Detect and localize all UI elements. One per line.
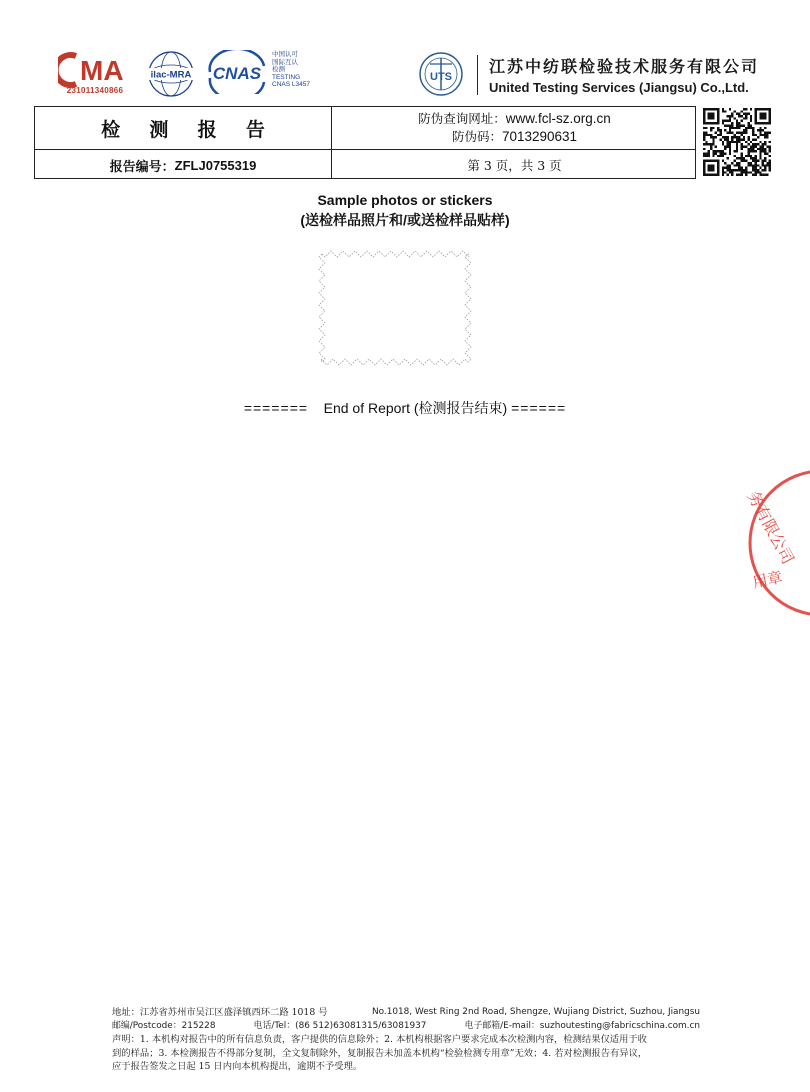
cma-certificate-number: 231011340866 xyxy=(66,86,124,95)
report-number xyxy=(35,150,331,180)
footer xyxy=(112,1006,700,1074)
qr-finder-square xyxy=(708,113,715,120)
footer-email: 电子邮箱/E-mail：suzhoutesting@fabricschina.com.cn xyxy=(464,1020,700,1031)
end-of-report xyxy=(0,398,810,418)
qr-code xyxy=(703,108,771,176)
report-number-label: 报告编号： xyxy=(109,158,175,174)
ilac-logo-text: ilac-MRA xyxy=(150,69,192,81)
end-marker-right: ====== xyxy=(511,400,567,416)
end-marker-text: End of Report (检测报告结束) xyxy=(323,400,508,416)
verification-info xyxy=(332,110,697,146)
report-header-table xyxy=(34,106,696,179)
cnas-logo xyxy=(204,50,270,94)
cnas-caption-line: 检测 xyxy=(272,66,285,74)
end-marker-left: ======= xyxy=(243,400,309,416)
footer-address-cn: 地址：江苏省苏州市吴江区盛泽镇西环二路 1018 号 xyxy=(112,1007,328,1018)
footer-address-row xyxy=(112,1006,700,1020)
verify-url: www.fcl-sz.org.cn xyxy=(505,111,611,126)
seal-text: 用章 xyxy=(750,567,785,592)
header-divider xyxy=(477,55,478,95)
qr-finder-square xyxy=(759,113,766,120)
verify-url-label: 防伪查询网址： xyxy=(418,111,506,126)
section-title xyxy=(0,190,810,230)
ilac-mra-logo xyxy=(144,50,198,98)
company-name-cn: 江苏中纺联检验技术服务有限公司 xyxy=(489,59,760,76)
footer-postcode: 邮编/Postcode：215228 xyxy=(112,1020,216,1031)
qr-finder-square xyxy=(708,164,715,171)
seal-text: 务有限公司 xyxy=(743,487,798,568)
cnas-caption-line: 中国认可 xyxy=(272,51,298,58)
anti-fake-code-label: 防伪码： xyxy=(451,129,502,144)
uts-logo-text: UTS xyxy=(430,71,452,83)
company-name-en: United Testing Services (Jiangsu) Co.,Ltd. xyxy=(489,80,749,95)
uts-logo xyxy=(418,50,464,98)
official-seal xyxy=(722,468,810,618)
section-title-cn: (送检样品照片和/或送检样品贴样) xyxy=(300,212,510,228)
cnas-caption-line: 国际互认 xyxy=(272,58,298,66)
cnas-logo-text: CNAS xyxy=(212,64,262,83)
section-title-en: Sample photos or stickers xyxy=(317,192,493,208)
footer-address-en: No.1018, West Ring 2nd Road, Shengze, Wujiang District, Suzhou, Jiangsu xyxy=(371,1007,700,1017)
stamp-border xyxy=(319,251,471,365)
report-title: 检 测 报 告 xyxy=(101,119,277,141)
cnas-caption-line: CNAS L3457 xyxy=(272,81,310,89)
cnas-caption-line: TESTING xyxy=(272,73,301,81)
cnas-caption xyxy=(272,51,310,89)
cma-logo-text: MA xyxy=(80,55,124,86)
footer-contact-row xyxy=(112,1020,700,1034)
footer-statement: 声明：1. 本机构对报告中的所有信息负责，客户提供的信息除外；2. 本机构根据客户要求完成本次检测内容，检测结果仅适用于收 xyxy=(112,1034,647,1046)
sample-sticker-placeholder xyxy=(318,250,472,366)
report-number-value: ZFLJ0755319 xyxy=(174,157,257,173)
footer-statement: 到的样品；3. 本检测报告不得部分复制，全文复制除外，复制报告未加盖本机构“检验检测专用章”无效；4. 若对检测报告有异议， xyxy=(112,1047,648,1059)
page-info: 第 3 页，共 3 页 xyxy=(467,158,562,173)
footer-tel: 电话/Tel：(86 512)63081315/63081937 xyxy=(253,1020,427,1031)
footer-statement: 应于报告签发之日起 15 日内向本机构提出，逾期不予受理。 xyxy=(112,1061,363,1073)
anti-fake-code: 7013290631 xyxy=(501,129,578,144)
